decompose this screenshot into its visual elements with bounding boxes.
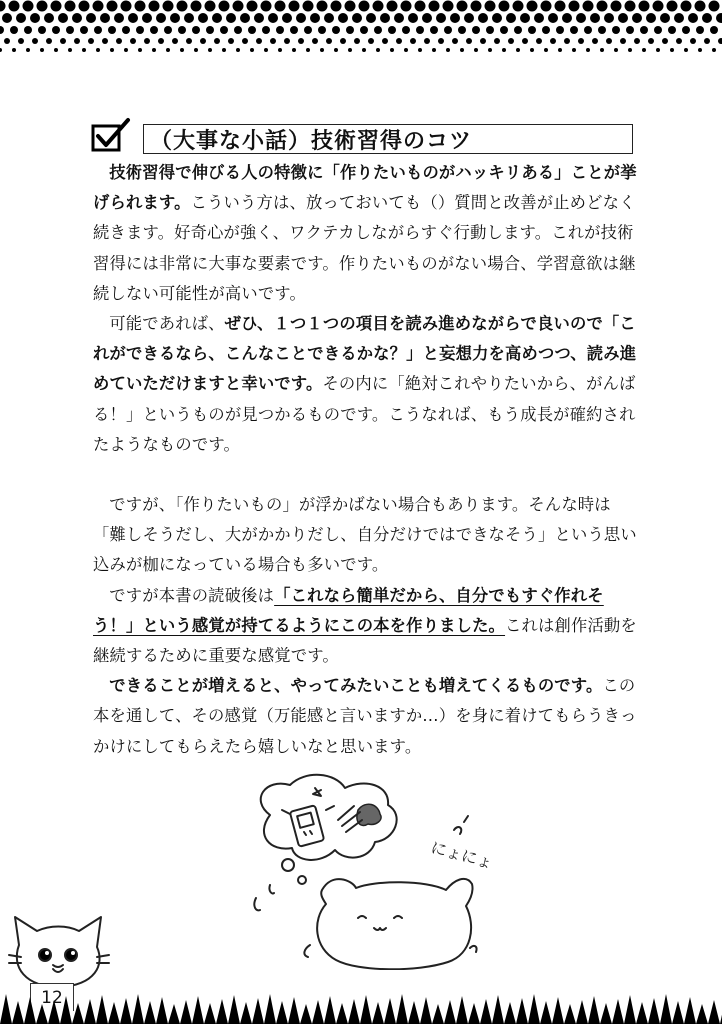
border-dot [464,13,474,23]
border-dot [681,1,692,12]
border-dot [4,38,10,44]
border-dot [346,26,354,34]
border-dot [438,38,444,44]
border-dot [72,13,82,23]
border-dot [410,38,416,44]
border-dot [219,1,230,12]
border-dot [640,26,648,34]
border-dot [136,26,144,34]
border-dot [668,26,676,34]
border-dot [79,1,90,12]
border-dot [340,38,346,44]
border-dot [572,48,576,52]
border-dot [124,48,128,52]
border-dot [242,38,248,44]
border-dot [304,26,312,34]
border-dot [404,48,408,52]
border-dot [40,48,44,52]
border-dot [262,26,270,34]
border-dot [542,26,550,34]
border-dot [639,1,650,12]
border-dot [51,1,62,12]
page-number-text: 12 [41,988,63,1008]
border-dot [10,26,18,34]
border-dot [374,26,382,34]
paragraph [93,581,638,672]
border-dot [373,1,384,12]
border-dot [690,38,696,44]
border-dot [499,1,510,12]
paragraph [93,158,638,309]
border-dot [366,13,376,23]
border-dot [388,26,396,34]
border-dot [634,38,640,44]
border-dot [390,48,394,52]
border-dot [401,1,412,12]
border-dot [712,48,716,52]
border-dot [513,1,524,12]
text-run: こういう方は、放っておいても（）質問と改善が止めどなく続きます。好奇心が強く、ワクテカしながらすぐ行動します。これが技術習得には非常に大事な要素です。作りたいものがない場合、学習意欲は継続しない可能性が高いです。 [93,193,636,303]
border-dot [166,48,170,52]
border-dot [718,38,722,44]
border-dot [516,48,520,52]
border-dot [695,1,706,12]
border-dot [614,48,618,52]
border-dot [149,1,160,12]
border-dot [68,48,72,52]
border-dot [222,48,226,52]
border-dot [402,26,410,34]
border-dot [704,38,710,44]
border-dot [220,26,228,34]
border-dot [642,48,646,52]
border-dot [494,38,500,44]
border-dot [177,1,188,12]
border-dot [214,38,220,44]
border-dot [702,13,712,23]
border-dot [9,1,20,12]
text-run: 可能であれば、 [109,314,225,334]
body-text [93,158,638,762]
border-dot [654,26,662,34]
border-dot [156,13,166,23]
border-dot [233,1,244,12]
border-dot [184,13,194,23]
border-dot [268,13,278,23]
border-dot [430,26,438,34]
border-dot [110,48,114,52]
border-dot [534,13,544,23]
border-dot [198,13,208,23]
border-dot [368,38,374,44]
border-dot [116,38,122,44]
border-dot [716,13,722,23]
border-dot [446,48,450,52]
border-dot [296,13,306,23]
checkbox-icon [90,116,134,156]
border-dot [270,38,276,44]
border-dot [2,13,12,23]
border-dot [569,1,580,12]
border-dot [94,26,102,34]
border-dot [0,48,2,52]
border-dot [150,26,158,34]
border-dot [648,38,654,44]
border-dot [107,1,118,12]
text-run: ですが、「作りたいもの」が浮かばない場合もあります。そんな時は「難しそうだし、大がかかりだし、自分だけではできなそう」という思い込みが枷になっている場合も多いです。 [93,495,637,575]
border-dot [415,1,426,12]
border-dot [598,26,606,34]
border-dot [331,1,342,12]
border-dot [541,1,552,12]
border-dot [88,38,94,44]
border-dot [284,38,290,44]
border-dot [564,38,570,44]
border-dot [620,38,626,44]
border-dot [114,13,124,23]
border-dot [130,38,136,44]
border-dot [612,26,620,34]
border-dot [200,38,206,44]
border-dot [656,48,660,52]
border-dot [576,13,586,23]
border-dot [205,1,216,12]
paragraph [93,671,638,762]
border-dot [282,13,292,23]
border-dot [310,13,320,23]
border-dot [82,48,86,52]
border-dot [416,26,424,34]
border-dot [698,48,702,52]
border-dot [460,48,464,52]
border-dot [471,1,482,12]
border-dot [303,1,314,12]
border-dot [180,48,184,52]
border-dot [348,48,352,52]
border-dot [710,26,718,34]
text-run: その内に「絶対これやりたいから、がんばる！」というものが見つかるものです。こうなれば、もう成長が確約されたようなものです。 [93,374,636,454]
border-dot [23,1,34,12]
border-dot [583,1,594,12]
border-dot [528,26,536,34]
border-dot [628,48,632,52]
border-dot [108,26,116,34]
dreaming-cat-illustration [240,770,500,970]
border-dot [194,48,198,52]
border-dot [236,48,240,52]
border-dot [408,13,418,23]
border-dot [164,26,172,34]
border-dot [261,1,272,12]
border-dot [480,38,486,44]
border-dot [289,1,300,12]
border-dot [250,48,254,52]
border-dot [38,26,46,34]
border-dot [653,1,664,12]
border-dot [0,26,4,34]
paragraph-gap [93,460,638,490]
border-dot [332,26,340,34]
border-dot [144,38,150,44]
border-dot [508,38,514,44]
border-dot [254,13,264,23]
border-dot [527,1,538,12]
border-dot [606,38,612,44]
border-dot [163,1,174,12]
border-dot [32,38,38,44]
border-dot [562,13,572,23]
border-dot [102,38,108,44]
bold-emphasis: 技術習得で伸びる人の特徴に「作りたいものがハッキリある」ことが挙げられます。 [93,163,637,213]
border-dot [584,26,592,34]
border-dot [46,38,52,44]
border-dot [432,48,436,52]
border-dot [275,1,286,12]
border-dot [514,26,522,34]
border-dot [208,48,212,52]
border-dot [290,26,298,34]
border-dot [312,38,318,44]
paragraph [93,309,638,460]
border-dot [632,13,642,23]
border-dot [626,26,634,34]
border-dot [676,38,682,44]
text-run: これは創作活動を継続するために重要な感覚です。 [93,615,637,666]
paragraph [93,490,638,581]
border-dot [65,1,76,12]
border-dot [429,1,440,12]
border-dot [674,13,684,23]
border-dot [544,48,548,52]
border-dot [536,38,542,44]
border-dot [502,48,506,52]
border-dot [450,13,460,23]
bold-emphasis: ぜひ、１つ１つの項目を読み進めながらで良いので「これができるなら、こんなことできるかな？」と妄想力を高めつつ、読み進めていただけますと幸いです。 [93,314,637,394]
border-dot [334,48,338,52]
border-dot [359,1,370,12]
border-dot [326,38,332,44]
border-dot [324,13,334,23]
border-dot [16,13,26,23]
border-dot [597,1,608,12]
border-dot [488,48,492,52]
border-dot [80,26,88,34]
border-dot [292,48,296,52]
border-dot [387,1,398,12]
border-dot [362,48,366,52]
grass-bottom-border [0,990,722,1024]
border-dot [474,48,478,52]
border-dot [424,38,430,44]
border-dot [345,1,356,12]
border-dot [611,1,622,12]
border-dot [26,48,30,52]
border-dot [24,26,32,34]
border-dot [590,13,600,23]
border-dot [30,13,40,23]
border-dot [352,13,362,23]
border-dot [522,38,528,44]
border-dot [178,26,186,34]
border-dot [100,13,110,23]
border-dot [500,26,508,34]
border-dot [96,48,100,52]
border-dot [317,1,328,12]
border-dot [382,38,388,44]
border-dot [506,13,516,23]
border-dot [492,13,502,23]
border-dot [556,26,564,34]
border-dot [452,38,458,44]
border-dot [318,26,326,34]
border-dot [226,13,236,23]
border-dot [58,13,68,23]
border-dot [338,13,348,23]
border-dot [54,48,58,52]
border-dot [688,13,698,23]
border-dot [206,26,214,34]
border-dot [709,1,720,12]
section-heading [143,124,633,154]
bold-emphasis: できることが増えると、やってみたいことも増えてくるものです。 [109,676,603,696]
border-dot [457,1,468,12]
border-dot [276,26,284,34]
border-dot [586,48,590,52]
border-dot [212,13,222,23]
border-dot [394,13,404,23]
border-dot [443,1,454,12]
border-dot [320,48,324,52]
border-dot [264,48,268,52]
border-dot [520,13,530,23]
border-dot [52,26,60,34]
border-dot [486,26,494,34]
border-dot [135,1,146,12]
border-dot [248,26,256,34]
underlined-emphasis: 「これなら簡単だから、自分でもすぐ作れそう！」という感覚が持てるようにこの本を作りました。 [93,585,604,635]
border-dot [256,38,262,44]
border-dot [466,38,472,44]
border-dot [444,26,452,34]
border-dot [121,1,132,12]
border-dot [592,38,598,44]
border-dot [228,38,234,44]
border-dot [600,48,604,52]
border-dot [152,48,156,52]
border-dot [60,38,66,44]
border-dot [234,26,242,34]
border-dot [646,13,656,23]
border-dot [12,48,16,52]
text-run: ですが本書の読破後は [109,585,275,605]
border-dot [485,1,496,12]
border-dot [240,13,250,23]
illustration-caption: にょにょ [428,837,495,873]
border-dot [360,26,368,34]
text-run: この本を通して、その感覚（万能感と言いますか…）を身に着けてもらうきっかけにしてもらえたら嬉しいなと思います。 [93,676,637,756]
border-dot [662,38,668,44]
border-dot [550,38,556,44]
border-dot [191,1,202,12]
border-dot [472,26,480,34]
border-dot [696,26,704,34]
border-dot [478,13,488,23]
border-dot [170,13,180,23]
border-dot [682,26,690,34]
border-dot [44,13,54,23]
border-dot [548,13,558,23]
border-dot [396,38,402,44]
border-dot [18,38,24,44]
border-dot [667,1,678,12]
border-dot [122,26,130,34]
border-dot [186,38,192,44]
border-dot [37,1,48,12]
border-dot [306,48,310,52]
border-dot [376,48,380,52]
border-dot [436,13,446,23]
section-title: （大事な小話）技術習得のコツ [150,128,473,154]
border-dot [570,26,578,34]
border-dot [74,38,80,44]
border-dot [192,26,200,34]
border-dot [380,13,390,23]
border-dot [0,1,6,12]
border-dot [247,1,258,12]
border-dot [172,38,178,44]
border-dot [555,1,566,12]
border-dot [93,1,104,12]
border-dot [618,13,628,23]
border-dot [458,26,466,34]
border-dot [684,48,688,52]
border-dot [354,38,360,44]
border-dot [660,13,670,23]
border-dot [86,13,96,23]
border-dot [558,48,562,52]
border-dot [158,38,164,44]
border-dot [418,48,422,52]
border-dot [138,48,142,52]
border-dot [604,13,614,23]
border-dot [66,26,74,34]
border-dot [142,13,152,23]
dotted-top-border [0,0,722,60]
border-dot [128,13,138,23]
border-dot [625,1,636,12]
border-dot [278,48,282,52]
border-dot [578,38,584,44]
border-dot [298,38,304,44]
border-dot [670,48,674,52]
border-dot [422,13,432,23]
border-dot [530,48,534,52]
